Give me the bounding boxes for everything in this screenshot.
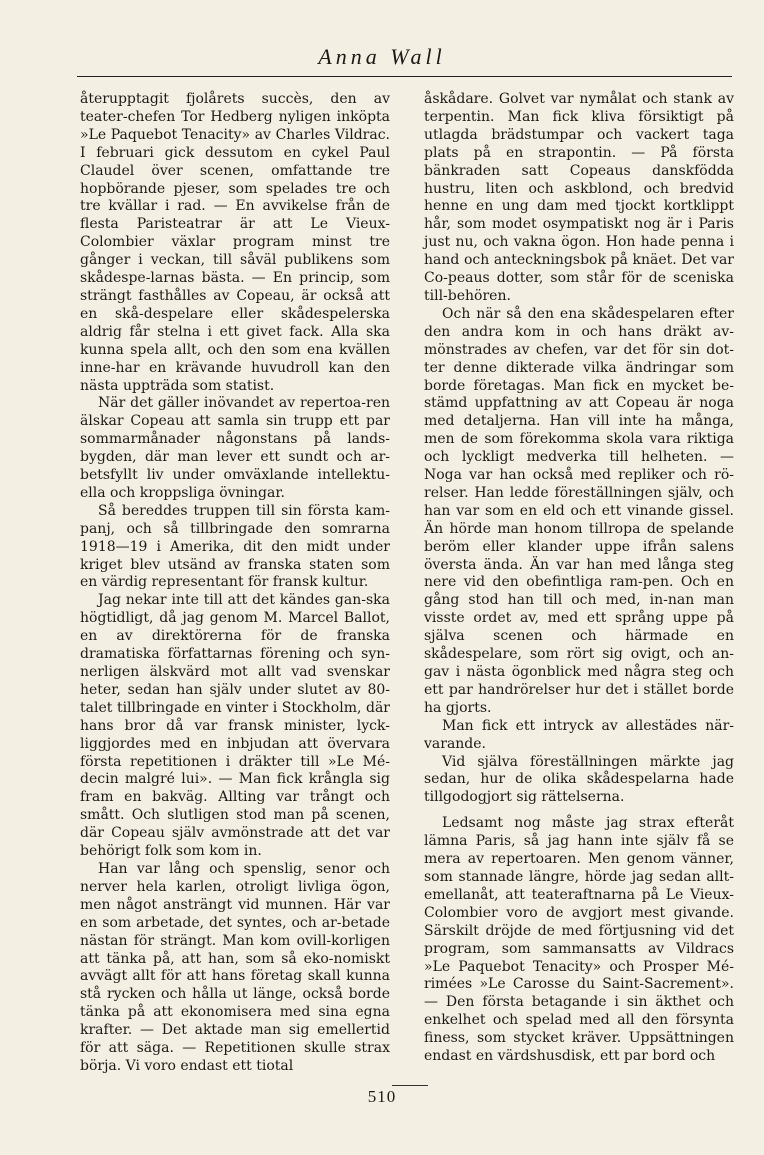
- paragraph: åskådare. Golvet var nymålat och stank av terpentin. Man fick kliva försiktigt på utlagda brädstumpar och vackert taga plats på en strapontin. — På första bänkraden satt Copeaus danskfödda hustru, liten och askblond, och bredvid henne en ung dam med tjockt kortklippt hår, som modet osympatiskt nog är i Paris just nu, och vakna ögon. Hon hade penna i hand och anteckningsbok på knäet. Det var Co-peaus dotter, som står för de sceniska till-behören.: [424, 91, 734, 304]
- right-text-column: [424, 91, 734, 1066]
- left-text-column: [80, 91, 390, 1076]
- paragraph: Så bereddes truppen till sin första kam-panj, och så tillbringade den somrarna 1918—19 i Amerika, dit den midt under kriget blev utsänd av franska staten som en värdig representant för fransk kultur.: [80, 502, 390, 591]
- footer-rule: [392, 1085, 428, 1086]
- paragraph: När det gäller inövandet av repertoa-ren älskar Copeau att samla sin trupp ett par sommarmånader någonstans på lands-bygden, där man lever ett sundt och ar-betsfyllt liv under omväxlande intellektu-ella och kroppsliga övningar.: [80, 395, 390, 501]
- paragraph: återupptagit fjolårets succès, den av teater-chefen Tor Hedberg nyligen inköpta »Le Paquebot Tenacity» av Charles Vildrac. I februari gick dessutom en cykel Paul Claudel över scenen, omfattande tre hopbörande pjeser, som spelades tre och tre kvällar i rad. — En avvikelse från de flesta Paristeatrar är att Le Vieux-Colombier växlar program minst tre gånger i veckan, till såväl publikens som skådespe-larnas bästa. — En princip, som strängt fasthålles av Copeau, är också att en skå-despelare eller skådespelerska aldrig får stelna i ett givet fack. Alla ska kunna spela allt, och den som ena kvällen inne-har en krävande huvudroll kan den nästa uppträda som statist.: [80, 91, 390, 394]
- paragraph: Och när så den ena skådespelaren efter den andra kom in och hans dräkt av-mönstrades av chefen, var det för sin dot-ter denne dikterade vilka ändringar som borde företagas. Man fick en mycket be-stämd uppfattning av att Copeau är noga med detaljerna. Han vill inte ha många, men de som förekomma skola vara riktiga och lyckligt medverka till helheten. — Noga var han också med repliker och rö-relser. Han ledde föreställningen själv, och han var som en eld och ett vinande gissel. Än hörde man honom tillropa de spelande beröm eller klander uppe ifrån salens översta ända. Än var han med långa steg nere vid den obefintliga ram-pen. Och en gång stod han till och med, in-nan man visste ordet av, med ett språng uppe på själva scenen och härmade en skådespelare, som rört sig ovigt, och an-gav i nästa ögonblick med några steg och ett par handrörelser hur det i stället borde ha gjorts.: [424, 305, 734, 716]
- page-number: 510: [367, 1087, 397, 1106]
- paragraph: Ledsamt nog måste jag strax efteråt lämna Paris, så jag hann inte själv få se mera av repertoaren. Men genom vänner, som stannade längre, hörde jag sedan allt-emellanåt, att teateraftnarna på Le Vieux-Colombier voro de avgjort mest givande. Särskilt dröjde de med förtjusning vid det program, som sammansatts av Vildracs »Le Paquebot Tenacity» och Prosper Mé-rimées »Le Carosse du Saint-Sacrement». — Den första betagande i sin äkthet och enkelhet och spelad med all den försynta finess, som stycket kräver. Uppsättningen endast en värdshusdisk, ett par bord och: [424, 815, 734, 1065]
- paragraph: Han var lång och spenslig, senor och nerver hela karlen, otroligt livliga ögon, men något ansträngt vid munnen. Här var en som arbetade, det syntes, och ar-betade nästan för strängt. Man kom ovill-korligen att tänka på, att han, som så eko-nomiskt avvägt allt för att hans företag skall kunna stå rycken och hålla ut länge, också borde tänka på att ekonomisera med sina egna krafter. — Det aktade man sig emellertid för att säga. — Repetitionen skulle strax börja. Vi voro endast ett tiotal: [80, 860, 390, 1074]
- header-rule: [77, 76, 732, 77]
- running-head-title: Anna Wall: [318, 44, 446, 69]
- paragraph: Jag nekar inte till att det kändes gan-ska högtidligt, då jag genom M. Marcel Ballot, en av direktörerna för de franska dramatiska författarnas förening och syn-nerligen älskvärd mot allt vad svenskar heter, sedan han själv under slutet av 80-talet tillbringade en vinter i Stockholm, där hans bror då var fransk minister, lyck-liggjordes med en inbjudan att övervara första repetitionen i dräkter till »Le Mé-decin malgré lui». — Man fick krångla sig fram en bakväg. Allting var trångt och smått. Och slutligen stod man på scenen, där Copeau själv avmönstrade att det var behörigt folk som kom in.: [80, 592, 390, 860]
- paragraph: Man fick ett intryck av allestädes när-varande.: [424, 717, 734, 752]
- paragraph: Vid själva föreställningen märkte jag sedan, hur de olika skådespelarna hade tillgodogjort sig rättelserna.: [424, 753, 734, 806]
